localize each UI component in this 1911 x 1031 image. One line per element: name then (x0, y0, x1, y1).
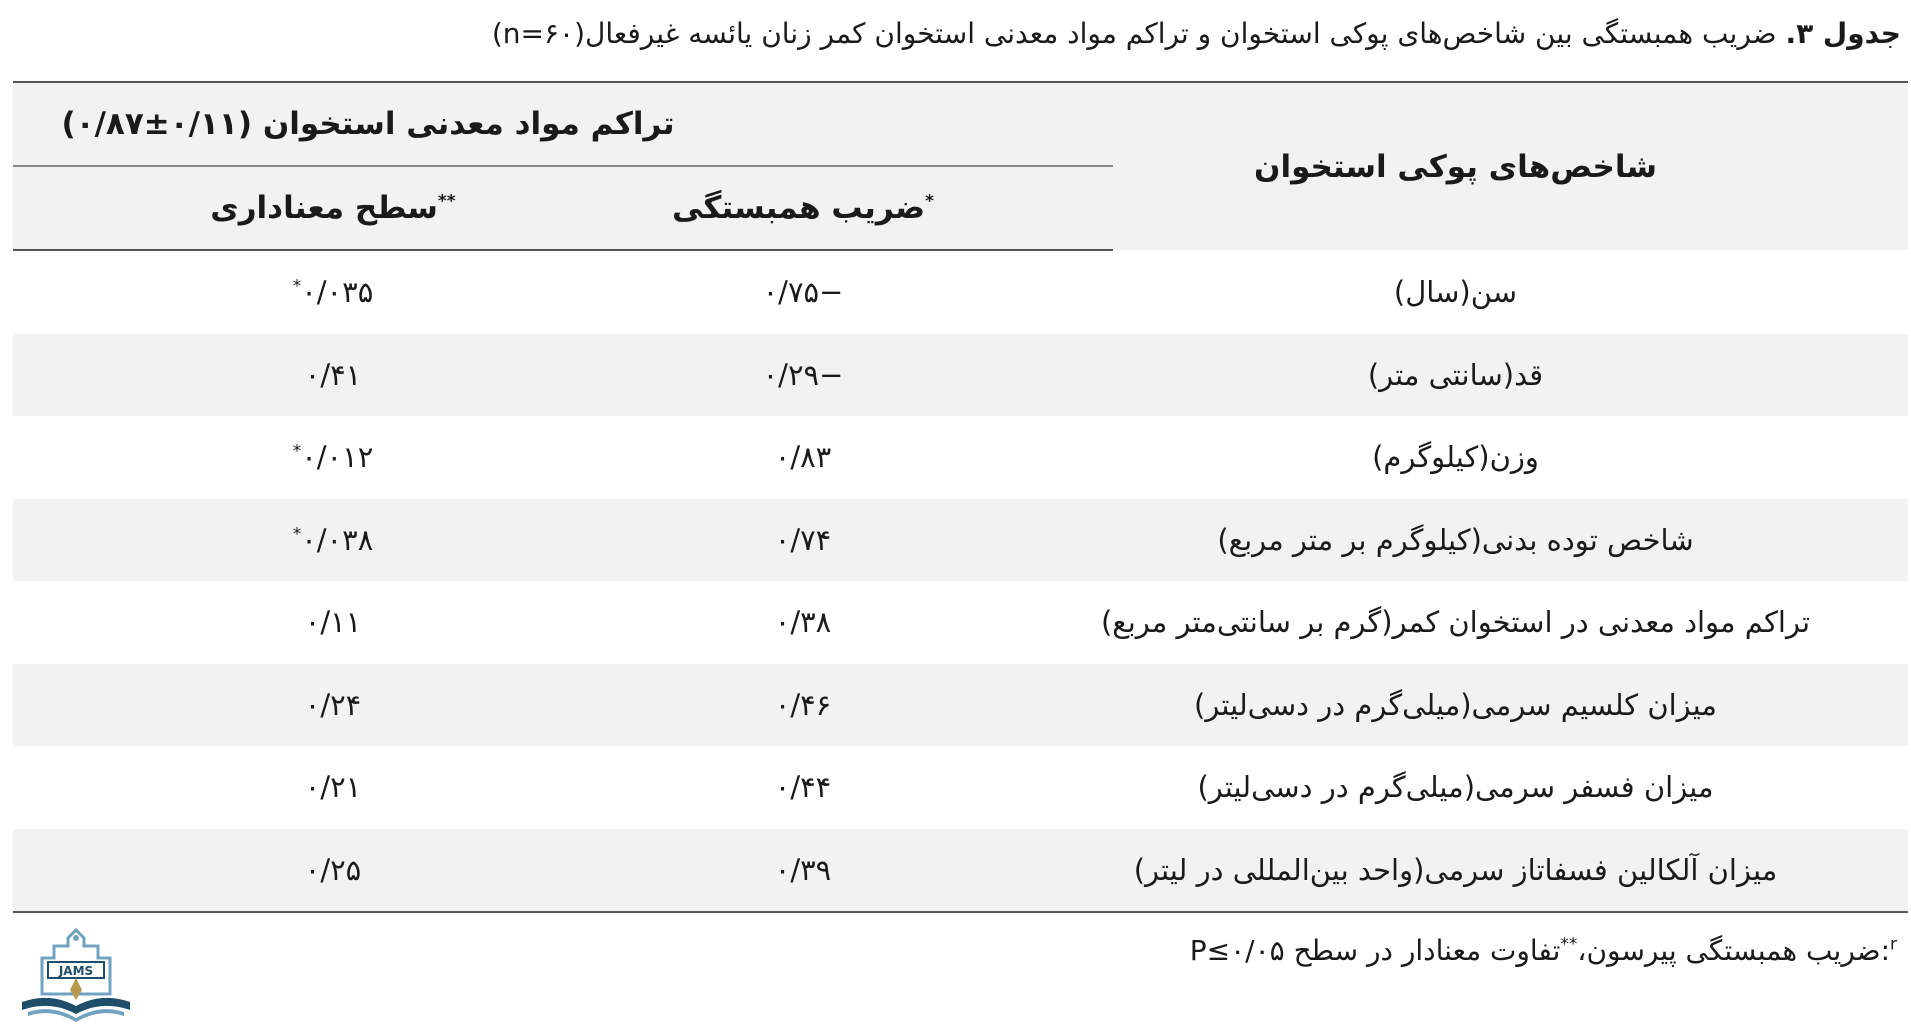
coef-header-cell (573, 166, 1113, 250)
coef-cell (573, 746, 1113, 829)
table-row (13, 829, 1908, 913)
footnote-r: r (1890, 934, 1897, 955)
coef-cell (573, 250, 1113, 334)
table-footnote (1190, 934, 1897, 967)
sig-mark: * (292, 276, 302, 297)
logo-dome-dot (73, 935, 79, 941)
index-cell (1113, 416, 1908, 499)
row-header: شاخص‌های پوکی استخوان (1254, 148, 1657, 185)
index-label: سن(سال) (1393, 274, 1518, 309)
coef-value: ۰/۴۶ (774, 687, 832, 722)
sig-cell (13, 334, 573, 417)
sig-value: ۰/۰۳۸ (301, 522, 374, 557)
coef-cell (573, 581, 1113, 664)
sig-value: ۰/۰۱۲ (301, 440, 374, 475)
row-header-cell (1113, 82, 1908, 250)
coef-cell (573, 829, 1113, 913)
sig-cell (13, 416, 573, 499)
table-row (13, 334, 1908, 417)
index-cell (1113, 499, 1908, 582)
coef-header: ضریب همبستگی (672, 190, 926, 226)
logo-text: JAMS (58, 964, 94, 978)
coef-value: ۰/۷۴ (774, 522, 832, 557)
index-label: میزان آلکالین فسفاتاز سرمی(واحد بین‌المللی در لیتر) (1133, 852, 1778, 887)
sig-header-mark: ** (437, 191, 456, 212)
group-header: تراکم مواد معدنی استخوان (۰/۱۱±۰/۸۷) (61, 106, 675, 142)
index-cell (1100, 581, 1908, 664)
correlation-table-wrapper (13, 81, 1908, 913)
sig-mark: * (292, 441, 302, 462)
coef-cell (573, 664, 1113, 747)
sig-cell (13, 746, 573, 829)
logo-pen-nib (70, 978, 82, 1000)
index-cell (1113, 829, 1908, 913)
table-row (13, 416, 1908, 499)
sig-header: سطح معناداری (210, 190, 438, 226)
caption-label: جدول ۳. (1785, 17, 1901, 50)
coef-value: ۰/۴۴ (774, 770, 832, 805)
sig-value: ۰/۲۴ (304, 687, 362, 722)
index-label: وزن(کیلوگرم) (1372, 440, 1539, 475)
coef-value: −۰/۲۹ (762, 357, 844, 392)
index-cell (1113, 334, 1908, 417)
index-cell (1113, 746, 1908, 829)
table-row (13, 664, 1908, 747)
footnote-text: :ضریب همبستگی پیرسون، (1577, 934, 1890, 967)
sig-value: ۰/۴۱ (304, 357, 362, 392)
coef-header-mark: * (925, 191, 934, 212)
sig-mark: * (292, 524, 302, 545)
sig-value: ۰/۲۱ (304, 770, 362, 805)
index-cell (1113, 664, 1908, 747)
index-label: میزان کلسیم سرمی(میلی‌گرم در دسی‌لیتر) (1194, 687, 1717, 722)
coef-cell (573, 499, 1113, 582)
table-row (13, 499, 1908, 582)
sig-header-cell (13, 166, 573, 250)
footnote-text-2: تفاوت معنادار در سطح ۰/۰۵≥P (1189, 934, 1561, 967)
correlation-table (13, 81, 1908, 913)
sig-value: ۰/۰۳۵ (301, 275, 374, 310)
footnote-mark: ** (1560, 934, 1578, 955)
index-label: میزان فسفر سرمی(میلی‌گرم در دسی‌لیتر) (1197, 770, 1714, 805)
sig-cell (13, 581, 573, 664)
index-cell (1113, 250, 1908, 334)
index-label: تراکم مواد معدنی در استخوان کمر(گرم بر سانتی‌متر مربع) (1100, 605, 1811, 640)
coef-cell (573, 416, 1113, 499)
table-row (13, 250, 1908, 334)
sig-cell (13, 250, 573, 334)
jams-logo-icon (14, 928, 138, 1028)
coef-value: ۰/۸۳ (774, 440, 832, 475)
sig-value: ۰/۲۵ (304, 852, 362, 887)
index-label: قد(سانتی متر) (1367, 357, 1544, 392)
table-row (13, 581, 1908, 664)
coef-value: ۰/۳۹ (774, 852, 832, 887)
coef-value: ۰/۳۸ (774, 605, 832, 640)
coef-cell (573, 334, 1113, 417)
table-row (13, 746, 1908, 829)
group-header-cell (13, 82, 1113, 166)
table-caption (10, 14, 1901, 54)
coef-value: −۰/۷۵ (762, 275, 844, 310)
index-label: شاخص توده بدنی(کیلوگرم بر متر مربع) (1217, 522, 1694, 557)
sig-value: ۰/۱۱ (304, 605, 362, 640)
sig-cell (13, 499, 573, 582)
sig-cell (13, 664, 573, 747)
caption-text: ضریب همبستگی بین شاخص‌های پوکی استخوان و تراکم مواد معدنی استخوان کمر زنان یائسه غیرفعال(۶۰=n) (491, 17, 1786, 50)
sig-cell (13, 829, 573, 913)
